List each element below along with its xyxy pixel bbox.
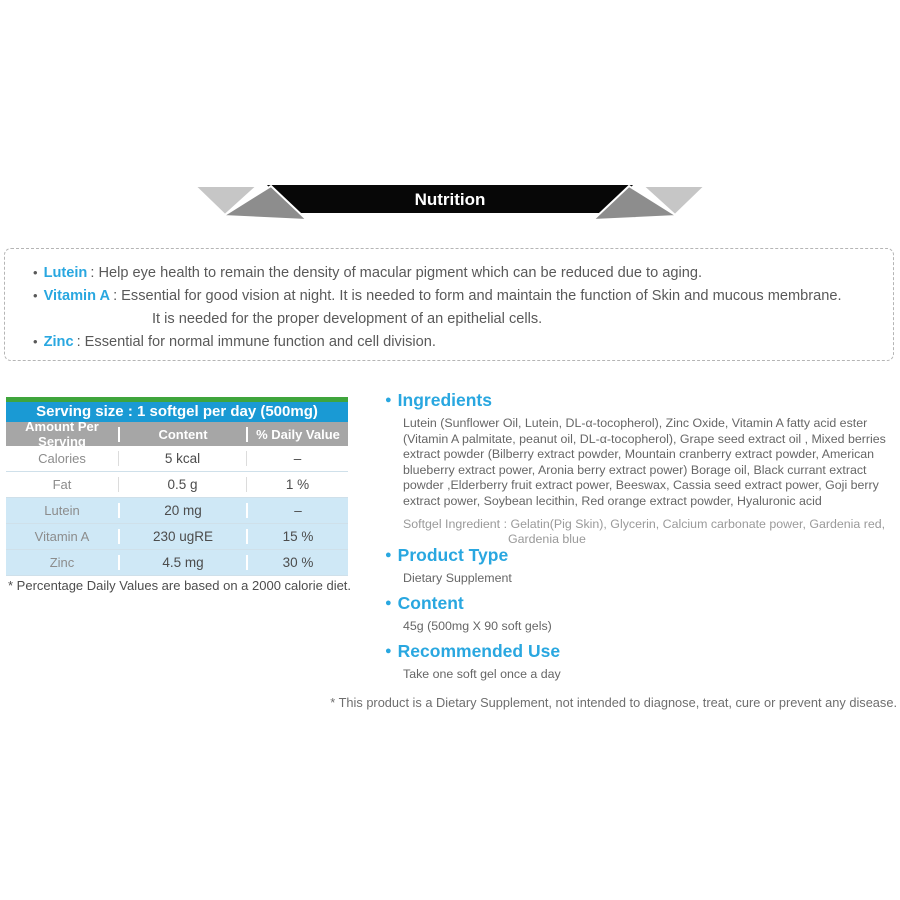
product-type-text: Dietary Supplement [403,571,512,585]
section-title: Content [397,593,464,613]
content-text: 45g (500mg X 90 soft gels) [403,619,552,633]
table-footnote: * Percentage Daily Values are based on a 2000 calorie diet. [8,578,352,593]
row-daily-value: 15 % [246,529,348,544]
bullet-dot-icon: • [33,265,38,280]
table-row [6,472,348,498]
row-content: 0.5 g [118,477,246,492]
section-content [385,593,898,635]
section-bullet-icon: ● [385,549,392,561]
table-row [6,446,348,472]
section-title: Recommended Use [397,641,561,661]
section-title: Product Type [397,545,509,565]
benefit-label: Zinc [43,334,74,350]
section-ingredients [385,390,898,548]
row-content: 5 kcal [118,451,246,466]
benefit-label: Lutein [43,265,88,281]
serving-size-header: Serving size : 1 softgel per day (500mg) [6,397,348,422]
benefit-text: : Essential for normal immune function and cell division. [76,334,436,350]
column-header-content: Content [118,427,246,442]
nutrition-table [6,397,348,576]
banner-title: Nutrition [414,190,486,209]
disclaimer-text: * This product is a Dietary Supplement, not intended to diagnose, treat, cure or prevent any disease. [330,695,897,710]
nutrition-banner [195,183,705,223]
benefit-text: : Help eye health to remain the density of macular pigment which can be reduced due to aging. [90,265,703,281]
row-label: Fat [52,477,72,492]
row-daily-value: 30 % [246,555,348,570]
row-content: 20 mg [118,503,246,518]
benefit-label: Vitamin A [43,288,111,304]
row-label: Calories [38,451,86,466]
row-content: 230 ugRE [118,529,246,544]
row-label: Vitamin A [34,529,90,544]
table-row [6,524,348,550]
benefit-text-continued: It is needed for the proper development of an epithelial cells. [152,311,543,327]
softgel-ingredient-note-line2: Gardenia blue [508,532,586,547]
row-label: Zinc [49,555,75,570]
table-header-row [6,419,348,449]
table-row [6,550,348,576]
section-bullet-icon: ● [385,645,392,657]
table-row [6,498,348,524]
bullet-dot-icon: • [33,288,38,303]
recommended-use-text: Take one soft gel once a day [403,667,561,681]
benefit-text: : Essential for good vision at night. It is needed to form and maintain the function of Skin and mucous membrane. [113,288,842,304]
section-product-type [385,545,898,587]
benefit-item-lutein [33,264,883,282]
bullet-dot-icon: • [33,334,38,349]
section-recommended-use [385,641,898,683]
section-bullet-icon: ● [385,394,392,406]
row-label: Lutein [44,503,80,518]
benefits-box [4,248,894,361]
benefit-item-vitamin-a [33,287,883,305]
section-bullet-icon: ● [385,597,392,609]
benefit-item-zinc [33,333,883,351]
row-daily-value: – [246,503,348,518]
column-header-amount: Amount Per Serving [25,419,99,449]
ingredients-text: Lutein (Sunflower Oil, Lutein, DL-α-tocopherol), Zinc Oxide, Vitamin A fatty acid ester (Vitamin A palmitate, peanut oil, DL-α-tocopherol), Grape seed extract oil , Mixed berries extract powder (Bilberry extract powder, Mountain cranberry extract powder, American blueberry extract power, Aronia berry extract power) Borage oil, Black currant extract powder ,Elderberry fruit extract power, Beeswax, Cassia seed extract power, Goji berry extract power, Soybean lecithin, Red orange extract powder, Hyaluronic acid [403,416,886,508]
row-daily-value: 1 % [246,477,348,492]
row-content: 4.5 mg [118,555,246,570]
softgel-ingredient-note: Softgel Ingredient : Gelatin(Pig Skin), Glycerin, Calcium carbonate power, Gardenia red, [403,516,886,531]
column-header-daily-value: % Daily Value [246,427,348,442]
row-daily-value: – [246,451,348,466]
section-title: Ingredients [397,390,492,410]
ribbon-banner-icon [195,183,705,223]
